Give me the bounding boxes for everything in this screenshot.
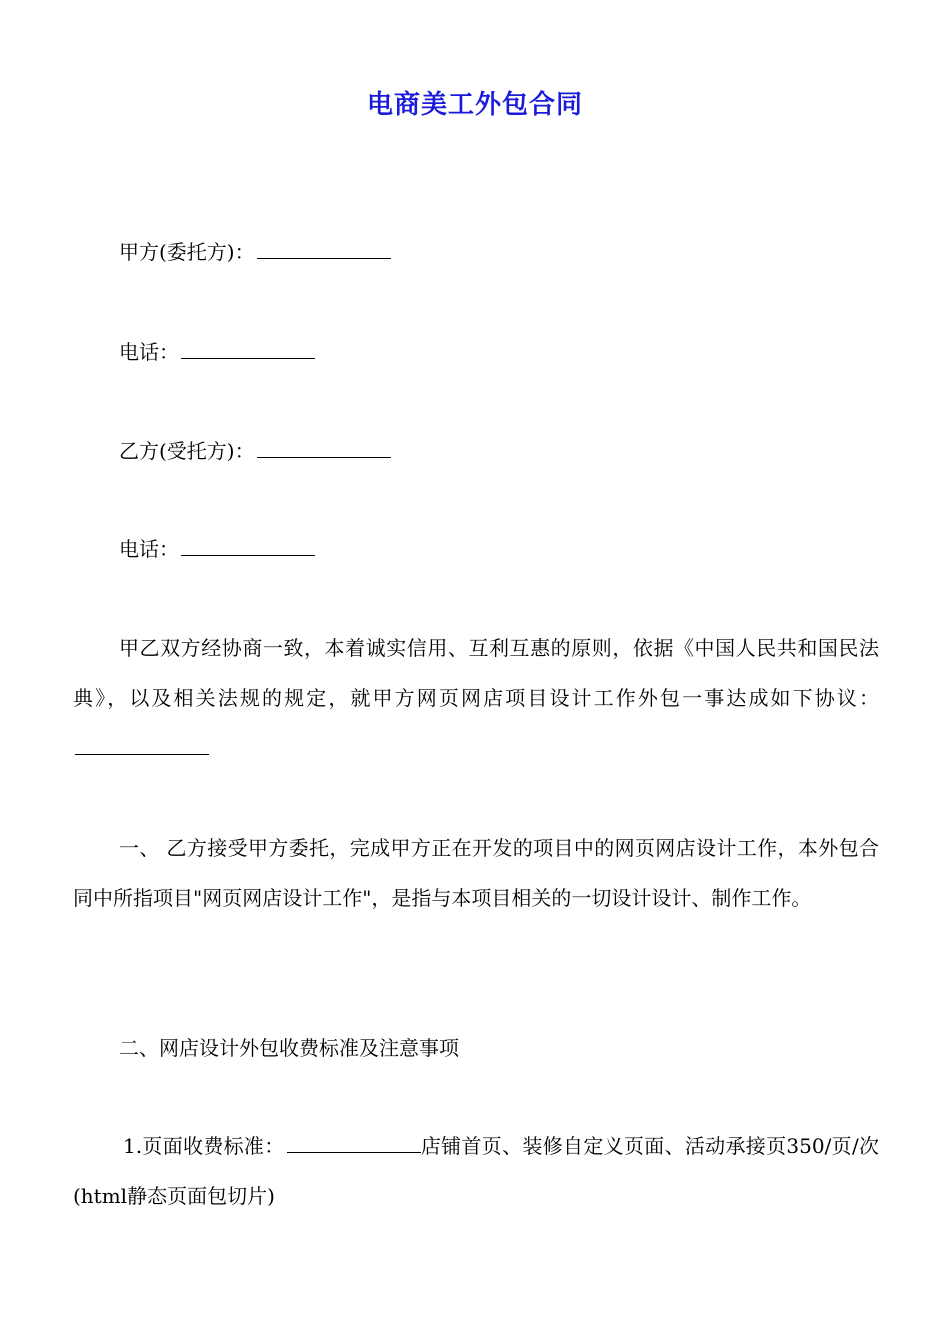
clause-2-heading: 二、网店设计外包收费标准及注意事项	[119, 1036, 459, 1060]
item-1-paragraph	[73, 1121, 879, 1221]
party-b-line	[119, 426, 925, 476]
phone-b-line	[119, 524, 925, 574]
intro-text: 甲乙双方经协商一致，本着诚实信用、互利互惠的原则，依据《中国人民共和国民法典》，以及相关法规的规定，就甲方网页网店项目设计工作外包一事达成如下协议：	[73, 636, 879, 710]
phone-b-label: 电话：	[119, 537, 179, 561]
party-b-blank[interactable]	[257, 435, 391, 458]
item-1-blank[interactable]	[287, 1130, 421, 1153]
intro-blank[interactable]	[75, 732, 209, 755]
document-title: 电商美工外包合同	[366, 90, 583, 120]
phone-a-blank[interactable]	[181, 336, 315, 359]
party-b-label: 乙方(受托方)：	[119, 439, 255, 463]
phone-b-blank[interactable]	[181, 533, 315, 556]
clause-1-paragraph	[73, 823, 879, 923]
party-a-blank[interactable]	[257, 236, 391, 259]
party-a-line	[119, 227, 925, 277]
intro-paragraph	[73, 623, 879, 773]
item-1-text: 店铺首页、装修自定义页面、活动承接页350/页/次(html静态页面包切片)	[73, 1134, 879, 1208]
phone-a-label: 电话：	[119, 340, 179, 364]
party-a-label: 甲方(委托方)：	[119, 240, 255, 264]
item-1-label: 1.页面收费标准：	[123, 1134, 285, 1158]
phone-a-line	[119, 327, 925, 377]
clause-1-text: 一、 乙方接受甲方委托，完成甲方正在开发的项目中的网页网店设计工作，本外包合同中所指项目"网页网店设计工作"，是指与本项目相关的一切设计设计、制作工作。	[73, 836, 879, 910]
